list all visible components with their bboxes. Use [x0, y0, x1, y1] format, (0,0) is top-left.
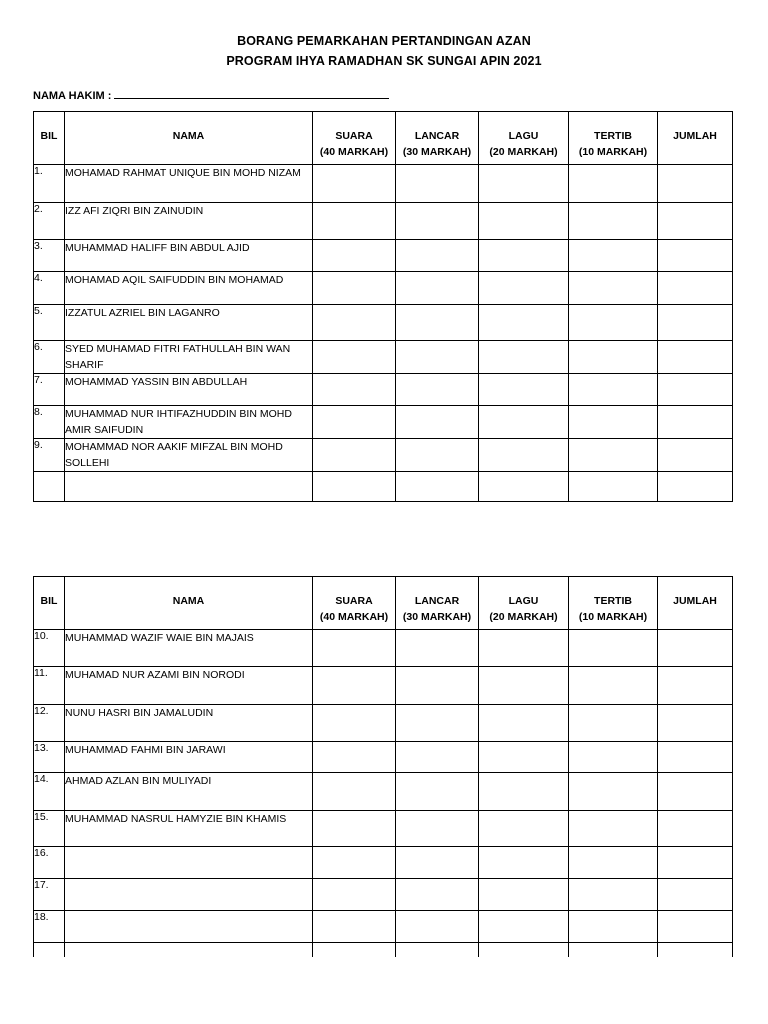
- suara-score-cell[interactable]: [313, 705, 396, 742]
- header-nama: NAMA: [65, 577, 313, 630]
- lancar-score-cell[interactable]: [396, 165, 479, 203]
- jumlah-score-cell[interactable]: [658, 472, 733, 502]
- row-bil: 17.: [34, 879, 65, 911]
- row-bil: 16.: [34, 847, 65, 879]
- score-table-2: [33, 576, 733, 957]
- jumlah-score-cell[interactable]: [658, 374, 733, 406]
- suara-score-cell[interactable]: [313, 272, 396, 305]
- lancar-score-cell[interactable]: [396, 630, 479, 667]
- lagu-score-cell[interactable]: [479, 943, 569, 957]
- table-row: [34, 272, 733, 305]
- row-bil: 7.: [34, 374, 65, 406]
- suara-score-cell[interactable]: [313, 406, 396, 439]
- tertib-score-cell[interactable]: [569, 203, 658, 240]
- header-lancar: [396, 112, 479, 165]
- lagu-score-cell[interactable]: [479, 847, 569, 879]
- header-suara: [313, 577, 396, 630]
- header-tertib-marks: (10 MARKAH): [578, 611, 648, 623]
- table-row: [34, 472, 733, 502]
- row-bil: 14.: [34, 773, 65, 811]
- row-nama: IZZATUL AZRIEL BIN LAGANRO: [65, 305, 313, 341]
- row-bil: 11.: [34, 667, 65, 705]
- jumlah-score-cell[interactable]: [658, 341, 733, 374]
- lancar-score-cell[interactable]: [396, 203, 479, 240]
- row-nama: NUNU HASRI BIN JAMALUDIN: [65, 705, 313, 742]
- row-nama: MUHAMMAD FAHMI BIN JARAWI: [65, 742, 313, 773]
- lagu-score-cell[interactable]: [479, 406, 569, 439]
- jumlah-score-cell[interactable]: [658, 203, 733, 240]
- jumlah-score-cell[interactable]: [658, 439, 733, 472]
- suara-score-cell[interactable]: [313, 240, 396, 272]
- table-row: [34, 879, 733, 911]
- score-table-1: [33, 111, 733, 502]
- row-bil: 4.: [34, 272, 65, 305]
- lancar-score-cell[interactable]: [396, 272, 479, 305]
- header-lagu-marks: (20 MARKAH): [489, 146, 558, 158]
- jumlah-score-cell[interactable]: [658, 943, 733, 957]
- suara-score-cell[interactable]: [313, 472, 396, 502]
- lancar-score-cell[interactable]: [396, 705, 479, 742]
- row-nama: [65, 847, 313, 879]
- row-bil: 3.: [34, 240, 65, 272]
- judge-name-line[interactable]: [114, 88, 389, 99]
- row-bil: 13.: [34, 742, 65, 773]
- row-nama: [65, 879, 313, 911]
- jumlah-score-cell[interactable]: [658, 165, 733, 203]
- jumlah-score-cell[interactable]: [658, 240, 733, 272]
- suara-score-cell[interactable]: [313, 742, 396, 773]
- lancar-score-cell[interactable]: [396, 847, 479, 879]
- tertib-score-cell[interactable]: [569, 742, 658, 773]
- tertib-score-cell[interactable]: [569, 705, 658, 742]
- table-row: [34, 773, 733, 811]
- jumlah-score-cell[interactable]: [658, 667, 733, 705]
- tertib-score-cell[interactable]: [569, 240, 658, 272]
- row-nama: MUHAMMAD NASRUL HAMYZIE BIN KHAMIS: [65, 811, 313, 847]
- table-row: [34, 240, 733, 272]
- suara-score-cell[interactable]: [313, 847, 396, 879]
- header-lancar-label: LANCAR: [414, 130, 460, 142]
- table-row: [34, 406, 733, 439]
- row-nama: MOHAMAD RAHMAT UNIQUE BIN MOHD NIZAM: [65, 165, 313, 203]
- row-nama: MUHAMMAD WAZIF WAIE BIN MAJAIS: [65, 630, 313, 667]
- lancar-score-cell[interactable]: [396, 406, 479, 439]
- tertib-score-cell[interactable]: [569, 374, 658, 406]
- lagu-score-cell[interactable]: [479, 374, 569, 406]
- tertib-score-cell[interactable]: [569, 943, 658, 957]
- judge-name-field[interactable]: [33, 88, 389, 102]
- tertib-score-cell[interactable]: [569, 667, 658, 705]
- lagu-score-cell[interactable]: [479, 705, 569, 742]
- lancar-score-cell[interactable]: [396, 439, 479, 472]
- row-bil: [34, 943, 65, 957]
- form-title-line1: BORANG PEMARKAHAN PERTANDINGAN AZAN: [237, 34, 531, 48]
- jumlah-score-cell[interactable]: [658, 911, 733, 943]
- jumlah-score-cell[interactable]: [658, 773, 733, 811]
- header-lancar: [396, 577, 479, 630]
- lancar-score-cell[interactable]: [396, 911, 479, 943]
- lancar-score-cell[interactable]: [396, 374, 479, 406]
- header-suara-marks: (40 MARKAH): [319, 611, 389, 623]
- suara-score-cell[interactable]: [313, 165, 396, 203]
- header-lagu-label: LAGU: [508, 130, 539, 142]
- lagu-score-cell[interactable]: [479, 272, 569, 305]
- table-row: [34, 341, 733, 374]
- header-suara-marks: (40 MARKAH): [319, 146, 389, 158]
- row-bil: 15.: [34, 811, 65, 847]
- row-nama: [65, 911, 313, 943]
- suara-score-cell[interactable]: [313, 203, 396, 240]
- table-row: [34, 705, 733, 742]
- header-lagu-marks: (20 MARKAH): [489, 611, 558, 623]
- header-suara-label: SUARA: [335, 595, 373, 607]
- suara-score-cell[interactable]: [313, 630, 396, 667]
- tertib-score-cell[interactable]: [569, 773, 658, 811]
- lagu-score-cell[interactable]: [479, 240, 569, 272]
- suara-score-cell[interactable]: [313, 374, 396, 406]
- row-nama: [65, 472, 313, 502]
- table-header-row: [34, 112, 733, 165]
- jumlah-score-cell[interactable]: [658, 305, 733, 341]
- lagu-score-cell[interactable]: [479, 742, 569, 773]
- tertib-score-cell[interactable]: [569, 406, 658, 439]
- lancar-score-cell[interactable]: [396, 943, 479, 957]
- form-title-line2: PROGRAM IHYA RAMADHAN SK SUNGAI APIN 2021: [226, 54, 542, 68]
- table-row: [34, 943, 733, 957]
- table-row: [34, 439, 733, 472]
- tertib-score-cell[interactable]: [569, 341, 658, 374]
- table-row: [34, 811, 733, 847]
- lagu-score-cell[interactable]: [479, 341, 569, 374]
- row-nama: MUHAMAD NUR AZAMI BIN NORODI: [65, 667, 313, 705]
- lagu-score-cell[interactable]: [479, 472, 569, 502]
- lagu-score-cell[interactable]: [479, 305, 569, 341]
- tertib-score-cell[interactable]: [569, 272, 658, 305]
- tertib-score-cell[interactable]: [569, 811, 658, 847]
- row-nama: IZZ AFI ZIQRI BIN ZAINUDIN: [65, 203, 313, 240]
- suara-score-cell[interactable]: [313, 811, 396, 847]
- jumlah-score-cell[interactable]: [658, 742, 733, 773]
- lagu-score-cell[interactable]: [479, 203, 569, 240]
- row-nama: MOHAMMAD NOR AAKIF MIFZAL BIN MOHD SOLLEHI: [65, 439, 313, 472]
- jumlah-score-cell[interactable]: [658, 847, 733, 879]
- jumlah-score-cell[interactable]: [658, 406, 733, 439]
- header-jumlah: JUMLAH: [658, 577, 733, 630]
- header-tertib: [569, 577, 658, 630]
- lagu-score-cell[interactable]: [479, 879, 569, 911]
- row-bil: [34, 472, 65, 502]
- suara-score-cell[interactable]: [313, 305, 396, 341]
- lancar-score-cell[interactable]: [396, 742, 479, 773]
- tertib-score-cell[interactable]: [569, 305, 658, 341]
- header-tertib-marks: (10 MARKAH): [578, 146, 648, 158]
- lagu-score-cell[interactable]: [479, 165, 569, 203]
- header-tertib-label: TERTIB: [594, 130, 632, 142]
- tertib-score-cell[interactable]: [569, 439, 658, 472]
- header-jumlah: JUMLAH: [658, 112, 733, 165]
- jumlah-score-cell[interactable]: [658, 879, 733, 911]
- table-row: [34, 667, 733, 705]
- row-bil: 18.: [34, 911, 65, 943]
- lancar-score-cell[interactable]: [396, 305, 479, 341]
- suara-score-cell[interactable]: [313, 879, 396, 911]
- header-lancar-marks: (30 MARKAH): [402, 146, 472, 158]
- lancar-score-cell[interactable]: [396, 811, 479, 847]
- lancar-score-cell[interactable]: [396, 472, 479, 502]
- row-bil: 8.: [34, 406, 65, 439]
- suara-score-cell[interactable]: [313, 911, 396, 943]
- row-bil: 12.: [34, 705, 65, 742]
- table-row: [34, 305, 733, 341]
- header-lancar-marks: (30 MARKAH): [402, 611, 472, 623]
- header-lancar-label: LANCAR: [414, 595, 460, 607]
- header-lagu: [479, 112, 569, 165]
- table-row: [34, 203, 733, 240]
- suara-score-cell[interactable]: [313, 341, 396, 374]
- table-row: [34, 374, 733, 406]
- row-bil: 5.: [34, 305, 65, 341]
- table-row: [34, 847, 733, 879]
- row-bil: 10.: [34, 630, 65, 667]
- tertib-score-cell[interactable]: [569, 165, 658, 203]
- tertib-score-cell[interactable]: [569, 847, 658, 879]
- lagu-score-cell[interactable]: [479, 773, 569, 811]
- row-nama: [65, 943, 313, 957]
- row-bil: 2.: [34, 203, 65, 240]
- table-row: [34, 165, 733, 203]
- tertib-score-cell[interactable]: [569, 472, 658, 502]
- header-nama: NAMA: [65, 112, 313, 165]
- row-nama: MOHAMMAD YASSIN BIN ABDULLAH: [65, 374, 313, 406]
- lancar-score-cell[interactable]: [396, 879, 479, 911]
- row-nama: MUHAMMAD NUR IHTIFAZHUDDIN BIN MOHD AMIR SAIFUDIN: [65, 406, 313, 439]
- tertib-score-cell[interactable]: [569, 879, 658, 911]
- row-nama: SYED MUHAMAD FITRI FATHULLAH BIN WAN SHARIF: [65, 341, 313, 374]
- tertib-score-cell[interactable]: [569, 911, 658, 943]
- header-suara: [313, 112, 396, 165]
- suara-score-cell[interactable]: [313, 773, 396, 811]
- lancar-score-cell[interactable]: [396, 341, 479, 374]
- lagu-score-cell[interactable]: [479, 667, 569, 705]
- row-nama: MOHAMAD AQIL SAIFUDDIN BIN MOHAMAD: [65, 272, 313, 305]
- suara-score-cell[interactable]: [313, 943, 396, 957]
- row-bil: 1.: [34, 165, 65, 203]
- header-suara-label: SUARA: [335, 130, 373, 142]
- judge-name-label: NAMA HAKIM :: [33, 90, 112, 102]
- row-nama: MUHAMMAD HALIFF BIN ABDUL AJID: [65, 240, 313, 272]
- header-tertib-label: TERTIB: [594, 595, 632, 607]
- suara-score-cell[interactable]: [313, 439, 396, 472]
- jumlah-score-cell[interactable]: [658, 705, 733, 742]
- lancar-score-cell[interactable]: [396, 773, 479, 811]
- tertib-score-cell[interactable]: [569, 630, 658, 667]
- header-tertib: [569, 112, 658, 165]
- table-row: [34, 911, 733, 943]
- lancar-score-cell[interactable]: [396, 240, 479, 272]
- jumlah-score-cell[interactable]: [658, 272, 733, 305]
- row-bil: 9.: [34, 439, 65, 472]
- header-lagu: [479, 577, 569, 630]
- lagu-score-cell[interactable]: [479, 630, 569, 667]
- lancar-score-cell[interactable]: [396, 667, 479, 705]
- header-lagu-label: LAGU: [508, 595, 539, 607]
- lagu-score-cell[interactable]: [479, 811, 569, 847]
- suara-score-cell[interactable]: [313, 667, 396, 705]
- jumlah-score-cell[interactable]: [658, 811, 733, 847]
- header-bil: BIL: [34, 577, 65, 630]
- table-header-row: [34, 577, 733, 630]
- lagu-score-cell[interactable]: [479, 439, 569, 472]
- table-row: [34, 630, 733, 667]
- jumlah-score-cell[interactable]: [658, 630, 733, 667]
- table-row: [34, 742, 733, 773]
- row-nama: AHMAD AZLAN BIN MULIYADI: [65, 773, 313, 811]
- row-bil: 6.: [34, 341, 65, 374]
- lagu-score-cell[interactable]: [479, 911, 569, 943]
- header-bil: BIL: [34, 112, 65, 165]
